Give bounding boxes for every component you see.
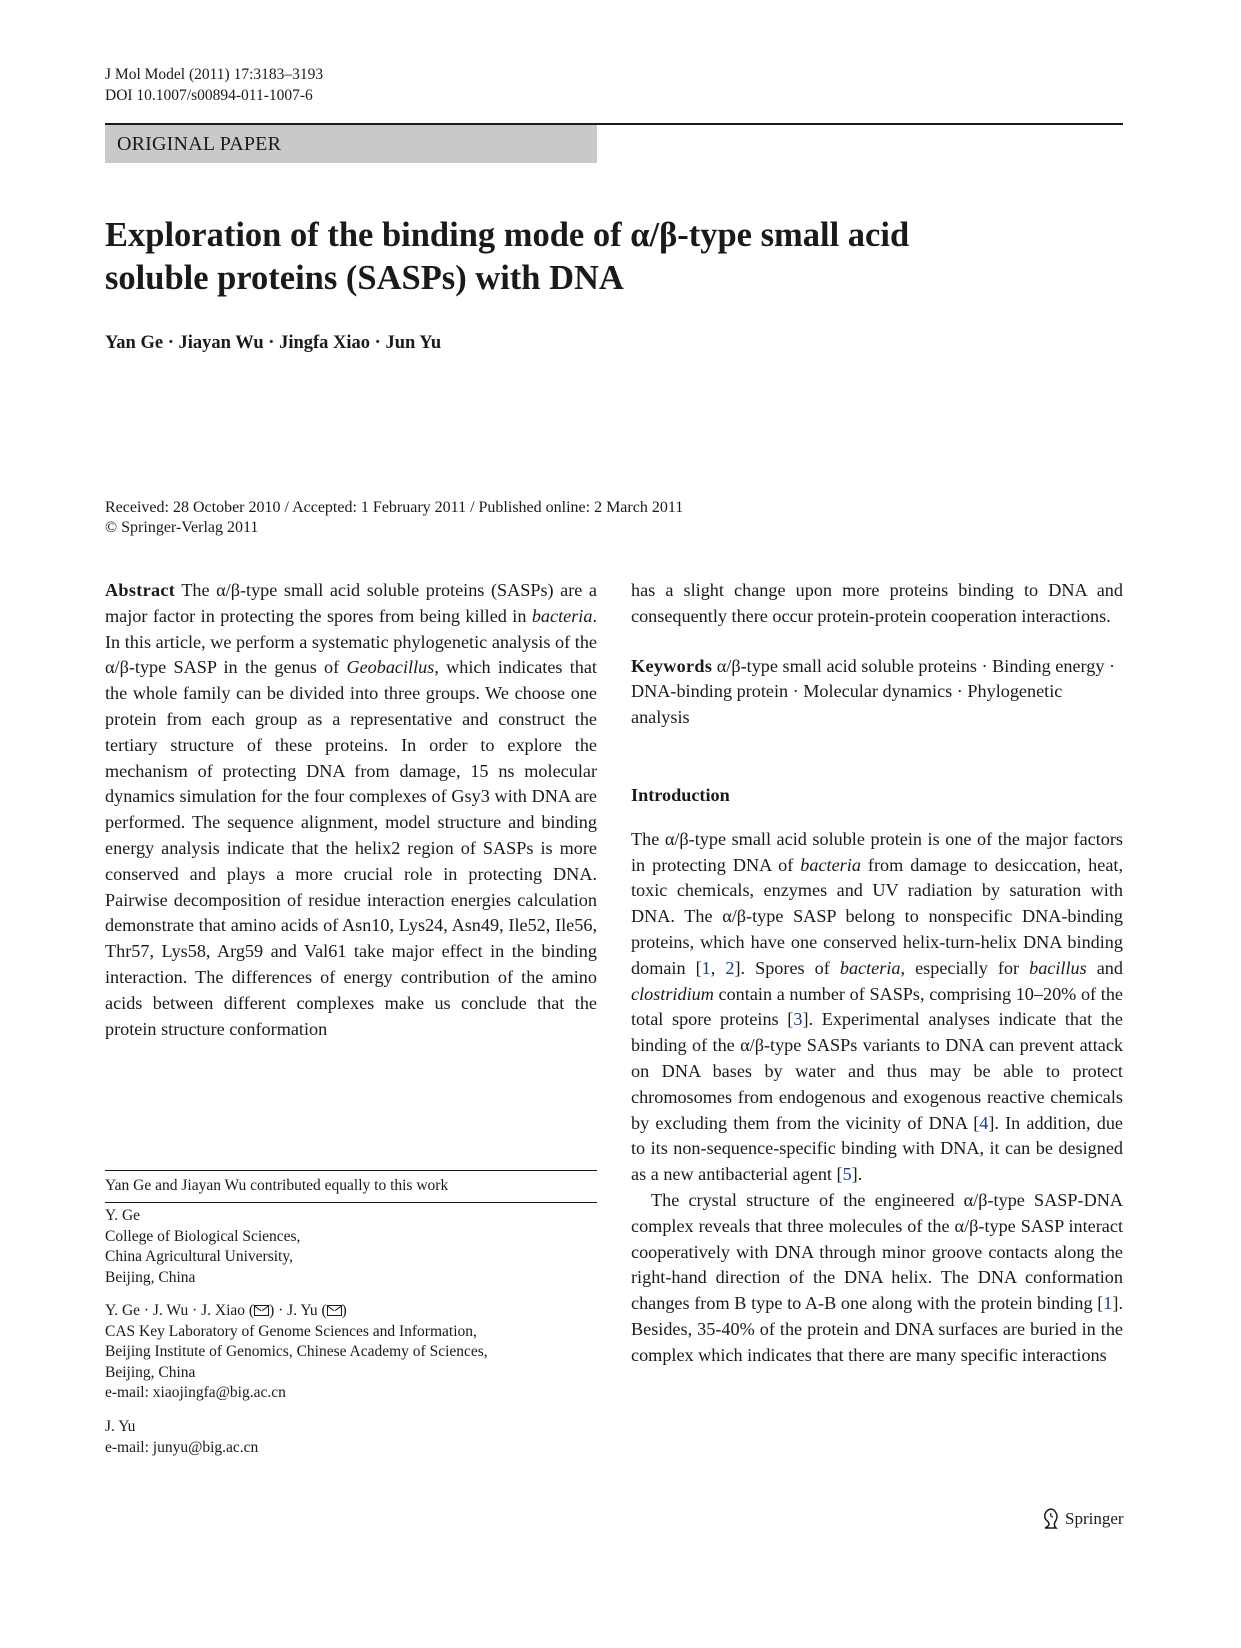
email-xiao[interactable]: e-mail: xiaojingfa@big.ac.cn [105,1384,286,1402]
section-badge: ORIGINAL PAPER [105,125,597,163]
title-line-1: Exploration of the binding mode of α/β-type small acid [105,216,910,254]
affiliation-yu: J. Yu e-mail: junyu@big.ac.cn [105,1417,258,1458]
author-list: Yan Ge · Jiayan Wu · Jingfa Xiao · Jun Yu [105,333,442,353]
journal-citation [105,64,323,106]
copyright-notice: © Springer-Verlag 2011 [105,519,259,536]
affiliation-authors: Y. Ge · J. Wu · J. Xiao ( ) · J. Yu ( ) [105,1302,347,1319]
publisher-logo [1042,1508,1124,1530]
footnote-rule-top [105,1170,597,1171]
abstract-continued: has a slight change upon more proteins binding to DNA and consequently there occur protein-protein cooperation interactions. [631,580,1123,626]
doi-line: DOI 10.1007/s00894-011-1007-6 [105,87,313,104]
springer-horse-icon [1042,1508,1060,1530]
keywords-text: α/β-type small acid soluble proteins · Binding energy · DNA-binding protein · Molecular dynamics · Phylogenetic analysis [631,655,1116,728]
affiliation-cas: Y. Ge · J. Wu · J. Xiao ( ) · J. Yu ( ) CAS Key Laboratory of Genome Sciences and Information, Beijing Institute of Genomics, Chinese Academy of Sciences, Beijing, China e-mail: xiaojingfa@big.ac.cn [105,1301,488,1404]
abstract-column [105,578,597,1042]
reference-link[interactable]: 2 [725,957,735,978]
introduction-paragraph-2: The crystal structure of the engineered α/β-type SASP-DNA complex reveals that three molecules of the α/β-type SASP interact cooperatively with DNA through minor groove contacts along the right-hand direction of the DNA helix. The DNA conformation changes from B type to A-B one along with the protein binding [1]. Besides, 35-40% of the protein and DNA surfaces are buried in the complex which indicates that there are many specific interactions [631,1189,1123,1365]
footnote-rule-bottom [105,1202,597,1203]
abstract-paragraph: Abstract The α/β-type small acid soluble proteins (SASPs) are a major factor in protecting the spores from being killed in bacteria. In this article, we perform a systematic phylogenetic analysis of the α/β-type SASP in the genus of Geobacillus, which indicates that the whole family can be divided into three groups. We choose one protein from each group as a representative and construct the tertiary structure of these proteins. In order to explore the mechanism of protecting DNA from damage, 15 ns molecular dynamics simulation for the four complexes of Gsy3 with DNA are performed. The sequence alignment, model structure and binding energy analysis indicate that the helix2 region of SASPs is more conserved and plays a more crucial role in protecting DNA. Pairwise decomposition of residue interaction energies calculation demonstrate that amino acids of Asn10, Lys24, Asn49, Ile52, Ile56, Thr57, Lys58, Arg59 and Val61 take major effect in the binding interaction. The differences of energy contribution of the amino acids between different complexes make us conclude that the protein structure conformation [105,580,597,1039]
journal-line: J Mol Model (2011) 17:3183–3193 [105,66,324,83]
introduction-heading: Introduction [631,784,730,805]
publication-dates: Received: 28 October 2010 / Accepted: 1 February 2011 / Published online: 2 March 2011 [105,499,684,516]
envelope-icon [327,1305,342,1316]
keywords-paragraph [631,654,1123,731]
title-line-2: soluble proteins (SASPs) with DNA [105,259,624,297]
reference-link[interactable]: 1 [701,957,711,978]
keywords-label: Keywords [631,655,713,676]
email-yu[interactable]: e-mail: junyu@big.ac.cn [105,1438,259,1456]
introduction-paragraph-1: The α/β-type small acid soluble protein is one of the major factors in protecting DNA of bacteria from damage to desiccation, heat, toxic chemicals, enzymes and UV radiation by saturation with DNA. The α/β-type SASP belong to nonspecific DNA-binding proteins, which have one conserved helix-turn-helix DNA binding domain [1, 2]. Spores of bacteria, especially for bacillus and clostridium contain a number of SASPs, comprising 10–20% of the total spore proteins [3]. Experimental analyses indicate that the binding of the α/β-type SASPs variants to DNA can prevent attack on DNA bases by water and thus may be able to protect chromosomes from endogenous and exogenous reactive chemicals by excluding them from the vicinity of DNA [4]. In addition, due to its non-sequence-specific binding with DNA, it can be designed as a new antibacterial agent [5]. [631,828,1123,1185]
publisher-name: Springer [1065,1509,1124,1528]
paper-title [105,214,1085,300]
reference-link[interactable]: 1 [1103,1293,1113,1314]
abstract-label: Abstract [105,580,176,600]
right-column [631,578,1123,1369]
equal-contribution-note: Yan Ge and Jiayan Wu contributed equally to this work [105,1177,449,1194]
reference-link[interactable]: 4 [979,1112,989,1133]
envelope-icon [254,1305,269,1316]
affiliation-ge: Y. Ge College of Biological Sciences, China Agricultural University, Beijing, China [105,1207,301,1286]
reference-link[interactable]: 5 [842,1164,852,1185]
reference-link[interactable]: 3 [793,1009,803,1030]
